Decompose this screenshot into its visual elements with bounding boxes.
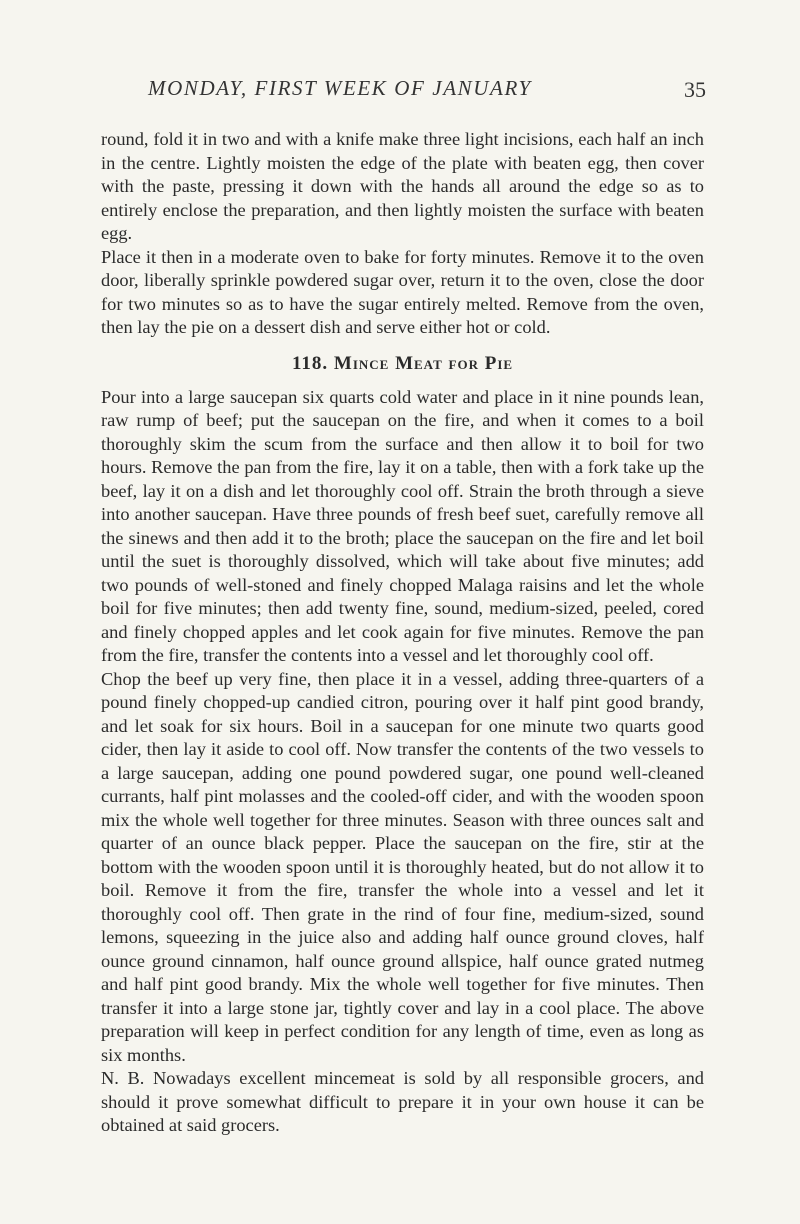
paragraph: Pour into a large saucepan six quarts cold water and place in it nine pounds lean, raw rump of beef; put the saucepan on the fire, and when it comes to a boil thoroughly skim the scum from the surface and then allow it to boil for two hours. Remove the pan from the fire, lay it on a table, then with a fork take up the beef, lay it on a dish and let thoroughly cool off. Strain the broth through a sieve into another saucepan. Have three pounds of fresh beef suet, carefully remove all the sinews and then add it to the broth; place the saucepan on the fire and let boil until the suet is thoroughly dissolved, which will take about five minutes; add two pounds of well-stoned and finely chopped Malaga raisins and let the whole boil for five minutes; then add twenty fine, sound, medium-sized, peeled, cored and finely chopped apples and let cook again for five minutes. Remove the pan from the fire, transfer the contents into a vessel and let thoroughly cool off. xyxy=(101,386,704,665)
page-number: 35 xyxy=(684,77,706,102)
paragraph: Chop the beef up very fine, then place it in a vessel, adding three-quarters of a pound finely chopped-up candied citron, pouring over it half pint good brandy, and let soak for six hours. Boil in a saucepan for one minute two quarts good cider, then lay it aside to cool off. Now transfer the contents of the two vessels to a large saucepan, adding one pound powdered sugar, one pound well-cleaned currants, half pint molasses and the cooled-off cider, and with the wooden spoon mix the whole well together for three minutes. Season with three ounces salt and quarter of an ounce black pepper. Place the saucepan on the fire, stir at the bottom with the wooden spoon until it is thoroughly heated, but do not allow it to boil. Remove it from the fire, transfer the whole into a vessel and let it thoroughly cool off. Then grate in the rind of four fine, medium-sized, sound lemons, squeezing in the juice also and adding half ounce ground cloves, half ounce ground cinnamon, half ounce ground allspice, half ounce grated nutmeg and half pint good brandy. Mix the whole well together for five minutes. Then transfer it into a large stone jar, tightly cover and lay in a cool place. The above preparation will keep in perfect condition for any length of time, even as long as six months. xyxy=(101,668,704,1065)
running-head: MONDAY, FIRST WEEK OF JANUARY xyxy=(148,76,532,100)
paragraph: Place it then in a moderate oven to bake for forty minutes. Remove it to the oven door, liberally sprinkle powdered sugar over, return it to the oven, close the door for two minutes so as to have the sugar entirely melted. Remove from the oven, then lay the pie on a dessert dish and serve either hot or cold. xyxy=(101,246,704,337)
paragraph: round, fold it in two and with a knife make three light incisions, each half an inch in the centre. Lightly moisten the edge of the plate with beaten egg, then cover with the paste, pressing it down with the hands all around the edge so as to entirely enclose the preparation, and then lightly moisten the surface with beaten egg. xyxy=(101,129,704,243)
page-body xyxy=(101,128,704,1138)
paragraph: N. B. Nowadays excellent mincemeat is sold by all responsible grocers, and should it prove somewhat difficult to prepare it in your own house it can be obtained at said grocers. xyxy=(101,1068,704,1135)
recipe-heading-text: 118. Mince Meat for Pie xyxy=(291,352,514,374)
recipe-heading xyxy=(101,353,704,375)
